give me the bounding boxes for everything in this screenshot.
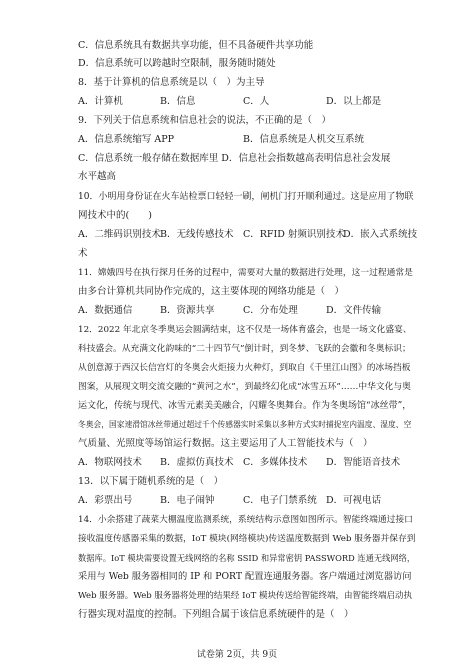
q11-option-b: B．资源共享: [160, 305, 215, 316]
question-12: 12．2022 年北京冬季奥运会圆满结束，这不仅是一场体育盛会，也是一场文化盛宴、: [78, 325, 412, 335]
q12-option-a: A．物联网技术: [78, 457, 142, 468]
question-8: 8．基于计算机的信息系统是以（ ）为主导: [78, 77, 265, 88]
q10-option-a: A．二维码识别技术: [78, 229, 161, 240]
q8-option-a: A．计算机: [78, 96, 123, 107]
q13-option-a: A．彩票出号: [78, 495, 133, 506]
q12-option-c: C．多媒体技术: [243, 457, 308, 468]
question-12-line: 图案，从展现文明交流交融的“黄河之水”，到最终幻化成“冰雪五环”……中华文化与奥: [78, 382, 411, 392]
q10-option-b: B．无线传感技术: [160, 229, 234, 240]
q13-option-c: C．电子门禁系统: [243, 495, 317, 506]
option-line: C．信息系统具有数据共享功能，但不具备硬件共享功能: [78, 40, 314, 51]
question-12-line: 科技盛会。从充满文化韵味的“二十四节气”倒计时，到冬梦、飞跃的会徽和冬奥标识；: [78, 344, 411, 354]
question-14-line: 行器实现对温度的控制。下列组合属于该信息系统硬件的是（ ）: [78, 609, 354, 620]
q10-option-d: D．嵌入式系统技: [343, 229, 418, 240]
q11-option-a: A．数据通信: [78, 305, 133, 316]
q13-option-d: D．可视电话: [326, 495, 382, 506]
question-14-line: 接收温度传感器采集的数据，IoT 模块(网络模块)传送温度数据到 Web 服务器并保存到: [78, 534, 416, 544]
q10-option-d-cont: 术: [78, 248, 88, 259]
question-9: 9．下列关于信息系统和信息社会的说法，不正确的是（ ）: [78, 115, 332, 126]
question-13: 13．以下属于随机系统的是（ ）: [78, 476, 224, 487]
question-14-line: 数据库。IoT 模块需要设置无线网络的名称 SSID 和异常密钥 PASSWORD 连通无线网络，: [78, 553, 416, 563]
q9-option-cd-cont: 水平越高: [78, 171, 117, 182]
q9-option-b: B．信息系统是人机交互系统: [243, 134, 364, 145]
page-footer: 试卷第 2页，共 9页: [196, 650, 278, 660]
q8-option-d: D．以上都是: [326, 96, 382, 107]
question-14-line: 采用与 Web 服务器相同的 IP 和 PORT 配置连通服务器。客户端通过浏览器访问: [78, 571, 412, 582]
q8-option-b: B．信息: [160, 96, 196, 107]
question-14: 14．小余搭建了蔬菜大棚温度监测系统，系统结构示意图如图所示。智能终端通过接口: [78, 515, 413, 525]
question-12-line: 冬奥会，国家速滑馆冰丝带通过超过千个传感器实时采集以多种方式实时捕捉室内温度、湿度、空: [78, 420, 412, 429]
q12-option-d: D．智能语音技术: [326, 457, 401, 468]
option-line: D．信息系统可以跨越时空限制，服务随时随处: [78, 58, 276, 69]
question-14-line: Web 服务器。Web 服务器将处理的结果经 IoT 模块传送给智能终端，由智能终端启动执: [78, 591, 412, 601]
q9-option-cd: C．信息系统一般存储在数据库里 D．信息社会指数越高表明信息社会发展: [78, 153, 391, 164]
q9-option-a: A．信息系统缩写 APP: [78, 134, 175, 145]
question-11-cont: 由多台计算机共同协作完成的，这主要体现的网络功能是（ ）: [78, 286, 345, 297]
q11-option-d: D．文件传输: [326, 305, 382, 316]
question-12-line: 气质量、光照度等场馆运行数据。这主要运用了人工智能技术与（ ）: [78, 438, 373, 449]
q11-option-c: C．分布处理: [243, 305, 298, 316]
question-10: 10．小明用身份证在火车站检票口轻轻一刷，闸机门打开顺利通过。这是应用了物联: [78, 192, 414, 202]
question-11: 11．嫦娥四号在执行探月任务的过程中，需要对大量的数据进行处理，这一过程通常是: [78, 268, 413, 278]
question-12-line: 运文化，传统与现代、冰雪元素美美融合，闪耀冬奥舞台。作为冬奥场馆“冰丝带”，: [78, 401, 412, 411]
q12-option-b: B．虚拟仿真技术: [160, 457, 234, 468]
q10-option-c: C．RFID 射频识别技术: [243, 229, 345, 240]
question-10-cont: 网技术中的( ): [78, 210, 152, 221]
q8-option-c: C．人: [243, 96, 270, 107]
q13-option-b: B．电子闹钟: [160, 495, 215, 506]
question-12-line: 从创意源于西汉长信宫灯的冬奥会火炬接力火种灯，到取自《千里江山图》的冰场挡板: [78, 363, 411, 373]
